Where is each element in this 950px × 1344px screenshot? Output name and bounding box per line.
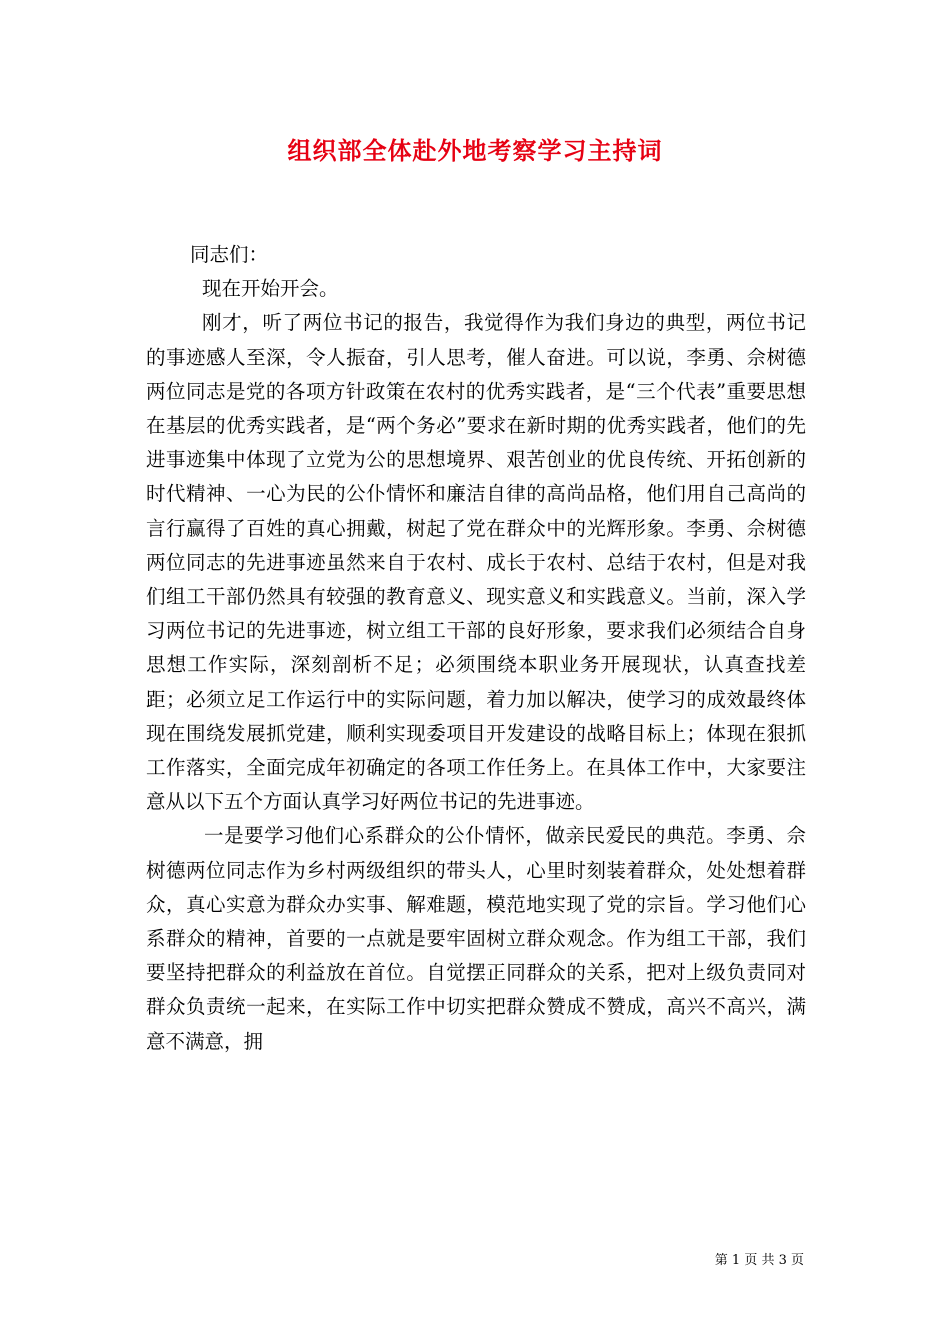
page-number: 第 1 页 共 3 页 — [714, 1253, 804, 1268]
document-title: 组织部全体赴外地考察学习主持词 — [287, 136, 663, 165]
body-paragraph: 刚才，听了两位书记的报告，我觉得作为我们身边的典型，两位书记的事迹感人至深，令人振奋，引人思考，催人奋进。可以说，李勇、佘树德两位同志是党的各项方针政策在农村的优秀实践者，是“三个代表”重要思想在基层的优秀实践者，是“两个务必”要求在新时期的优秀实践者，他们的先进事迹集中体现了立党为公的思想境界、艰苦创业的优良传统、开拓创新的时代精神、一心为民的公仆情怀和廉洁自律的高尚品格，他们用自己高尚的言行赢得了百姓的真心拥戴，树起了党在群众中的光辉形象。李勇、佘树德两位同志的先进事迹虽然来自于农村、成长于农村、总结于农村，但是对我们组工干部仍然具有较强的教育意义、现实意义和实践意义。当前，深入学习两位书记的先进事迹，树立组工干部的良好形象，要求我们必须结合自身思想工作实际，深刻剖析不足；必须围绕本职业务开展现状，认真查找差距；必须立足工作运行中的实际问题，着力加以解决，使学习的成效最终体现在围绕发展抓党建，顺利实现委项目开发建设的战略目标上；体现在狠抓工作落实，全面完成年初确定的各项工作任务上。在具体工作中，大家要注意从以下五个方面认真学习好两位书记的先进事迹。 — [146, 311, 806, 814]
salutation: 同志们： — [190, 243, 269, 266]
body-paragraph: 一是要学习他们心系群众的公仆情怀，做亲民爱民的典范。李勇、佘树德两位同志作为乡村两级组织的带头人，心里时刻装着群众，处处想着群众，真心实意为群众办实事、解难题，模范地实现了党的宗旨。学习他们心系群众的精神，首要的一点就是要牢固树立群众观念。作为组工干部，我们要坚持把群众的利益放在首位。自觉摆正同群众的关系，把对上级负责同对群众负责统一起来，在实际工作中切实把群众赞成不赞成，高兴不高兴，满意不满意，拥 — [146, 824, 806, 1053]
document-body — [146, 238, 806, 1059]
opening-line: 现在开始开会。 — [202, 277, 339, 301]
